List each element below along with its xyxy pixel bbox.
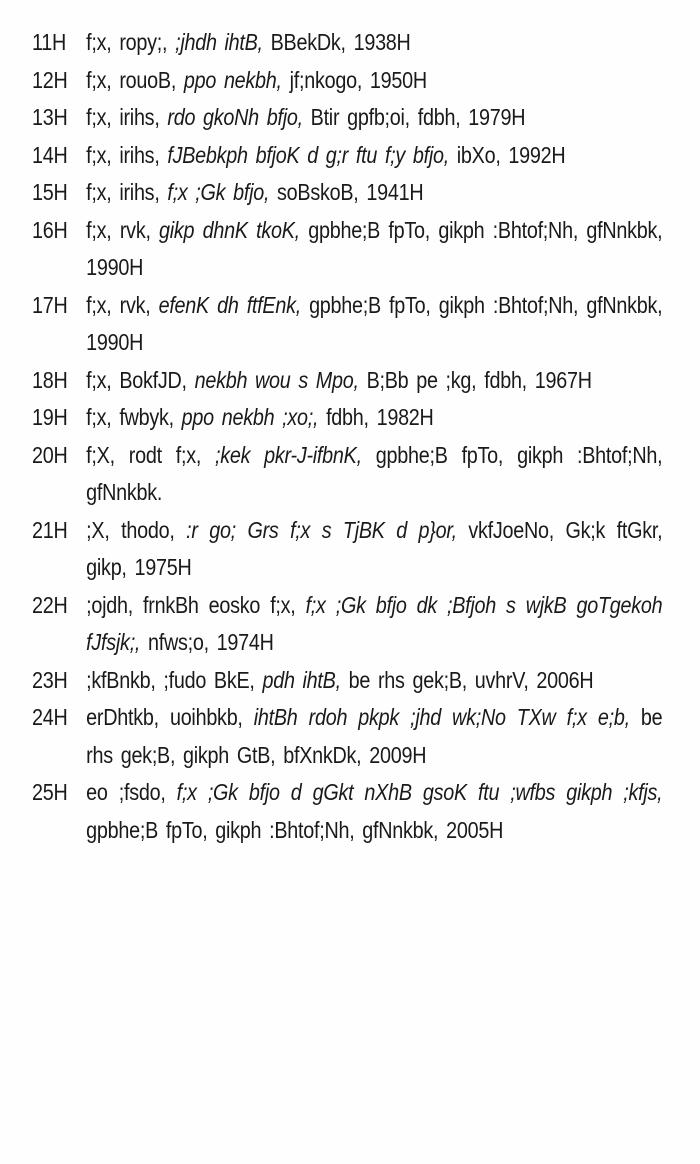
reference-text bbox=[86, 587, 662, 662]
reference-publisher: be rhs gek;B, gikph GtB, bfXnkDk, 2009H bbox=[86, 704, 663, 768]
reference-title: pdh ihtB, bbox=[262, 666, 341, 693]
reference-publisher: gpbhe;B fpTo, gikph :Bhtof;Nh, gfNnkbk, 1990H bbox=[86, 291, 663, 355]
reference-number: 18H bbox=[32, 366, 68, 393]
reference-item bbox=[32, 399, 662, 437]
reference-title: f;x ;Gk bfjo, bbox=[167, 179, 270, 205]
reference-authors: f;X, rodt f;x, bbox=[86, 441, 215, 468]
reference-publisher: nfws;o, 1974H bbox=[140, 629, 274, 655]
reference-text bbox=[86, 212, 662, 287]
reference-item bbox=[32, 662, 662, 700]
reference-authors: f;x, irihs, bbox=[86, 104, 168, 130]
reference-publisher: BBekDk, 1938H bbox=[262, 29, 411, 55]
reference-list bbox=[32, 24, 663, 849]
reference-title: ppo nekbh ;xo;, bbox=[181, 404, 319, 430]
reference-text bbox=[86, 512, 662, 587]
reference-title: ihtBh rdoh pkpk ;jhd wk;No TXw f;x e;b, bbox=[253, 704, 630, 730]
reference-number: 15H bbox=[32, 179, 68, 205]
reference-publisher: be rhs gek;B, uvhrV, 2006H bbox=[340, 666, 594, 693]
reference-item bbox=[32, 24, 662, 62]
reference-title: fJBebkph bfjoK d g;r ftu f;y bfjo, bbox=[167, 141, 449, 168]
reference-authors: ;ojdh, frnkBh eosko f;x, bbox=[86, 591, 306, 618]
reference-text bbox=[86, 662, 662, 700]
reference-item bbox=[32, 62, 662, 100]
reference-number: 23H bbox=[32, 666, 68, 693]
reference-publisher: gpbhe;B fpTo, gikph :Bhtof;Nh, gfNnkbk, 1990H bbox=[86, 216, 663, 280]
reference-authors: f;x, fwbyk, bbox=[86, 404, 182, 430]
reference-publisher: ibXo, 1992H bbox=[448, 141, 566, 168]
reference-number: 21H bbox=[32, 516, 68, 543]
reference-authors: f;x, ropy;, bbox=[86, 29, 176, 55]
reference-text bbox=[86, 137, 662, 175]
reference-item bbox=[32, 774, 662, 849]
reference-item bbox=[32, 99, 662, 137]
reference-authors: eo ;fsdo, bbox=[86, 779, 177, 805]
reference-authors: f;x, irihs, bbox=[86, 141, 168, 168]
reference-text bbox=[86, 774, 662, 849]
reference-authors: f;x, rouoB, bbox=[86, 66, 184, 93]
reference-publisher: gpbhe;B fpTo, gikph :Bhtof;Nh, gfNnkbk. bbox=[86, 441, 663, 505]
reference-title: ppo nekbh, bbox=[183, 66, 282, 93]
reference-number: 16H bbox=[32, 216, 68, 243]
reference-item bbox=[32, 362, 662, 400]
reference-authors: ;X, thodo, bbox=[86, 516, 187, 543]
reference-number: 24H bbox=[32, 704, 68, 730]
reference-publisher: soBskoB, 1941H bbox=[269, 179, 424, 205]
reference-text bbox=[86, 99, 662, 137]
reference-authors: ;kfBnkb, ;fudo BkE, bbox=[86, 666, 263, 693]
reference-text bbox=[86, 399, 662, 437]
reference-title: :r go; Grs f;x s TjBK d p}or, bbox=[186, 516, 457, 543]
reference-title: gikp dhnK tkoK, bbox=[159, 216, 300, 243]
reference-publisher: B;Bb pe ;kg, fdbh, 1967H bbox=[358, 366, 592, 393]
reference-number: 11H bbox=[32, 29, 67, 55]
reference-item bbox=[32, 587, 662, 662]
reference-item bbox=[32, 287, 662, 362]
reference-text bbox=[86, 24, 662, 62]
reference-number: 19H bbox=[32, 404, 68, 430]
reference-authors: f;x, rvk, bbox=[86, 216, 160, 243]
reference-item bbox=[32, 699, 662, 774]
reference-item bbox=[32, 437, 662, 512]
reference-text bbox=[86, 287, 662, 362]
reference-title: f;x ;Gk bfjo d gGkt nXhB gsoK ftu ;wfbs gikph ;kfjs, bbox=[176, 779, 663, 805]
reference-text bbox=[86, 62, 662, 100]
reference-authors: erDhtkb, uoihbkb, bbox=[86, 704, 254, 730]
reference-number: 13H bbox=[32, 104, 68, 130]
reference-text bbox=[86, 362, 662, 400]
reference-title: ;kek pkr-J-ifbnK, bbox=[214, 441, 362, 468]
reference-publisher: fdbh, 1982H bbox=[318, 404, 434, 430]
reference-title: efenK dh ftfEnk, bbox=[158, 291, 301, 318]
reference-item bbox=[32, 512, 662, 587]
reference-text bbox=[86, 699, 662, 774]
reference-number: 22H bbox=[32, 591, 68, 618]
reference-publisher: gpbhe;B fpTo, gikph :Bhtof;Nh, gfNnkbk, 2005H bbox=[86, 816, 504, 843]
reference-authors: f;x, irihs, bbox=[86, 179, 168, 205]
reference-number: 17H bbox=[32, 291, 68, 318]
reference-text bbox=[86, 437, 662, 512]
reference-item bbox=[32, 174, 662, 212]
reference-number: 12H bbox=[32, 66, 68, 93]
reference-title: f;x ;Gk bfjo dk ;Bfjoh s wjkB goTgekoh fJfsjk;, bbox=[86, 591, 663, 655]
reference-number: 14H bbox=[32, 141, 68, 168]
reference-number: 25H bbox=[32, 779, 68, 805]
reference-title: rdo gkoNh bfjo, bbox=[167, 104, 303, 130]
reference-title: nekbh wou s Mpo, bbox=[194, 366, 359, 393]
reference-authors: f;x, rvk, bbox=[86, 291, 159, 318]
reference-authors: f;x, BokfJD, bbox=[86, 366, 195, 393]
reference-item bbox=[32, 212, 662, 287]
reference-publisher: Btir gpfb;oi, fdbh, 1979H bbox=[302, 104, 526, 130]
reference-title: ;jhdh ihtB, bbox=[175, 29, 263, 55]
reference-text bbox=[86, 174, 662, 212]
reference-item bbox=[32, 137, 662, 175]
reference-publisher: vkfJoeNo, Gk;k ftGkr, gikp, 1975H bbox=[86, 516, 663, 580]
reference-publisher: jf;nkogo, 1950H bbox=[281, 66, 427, 93]
reference-number: 20H bbox=[32, 441, 68, 468]
